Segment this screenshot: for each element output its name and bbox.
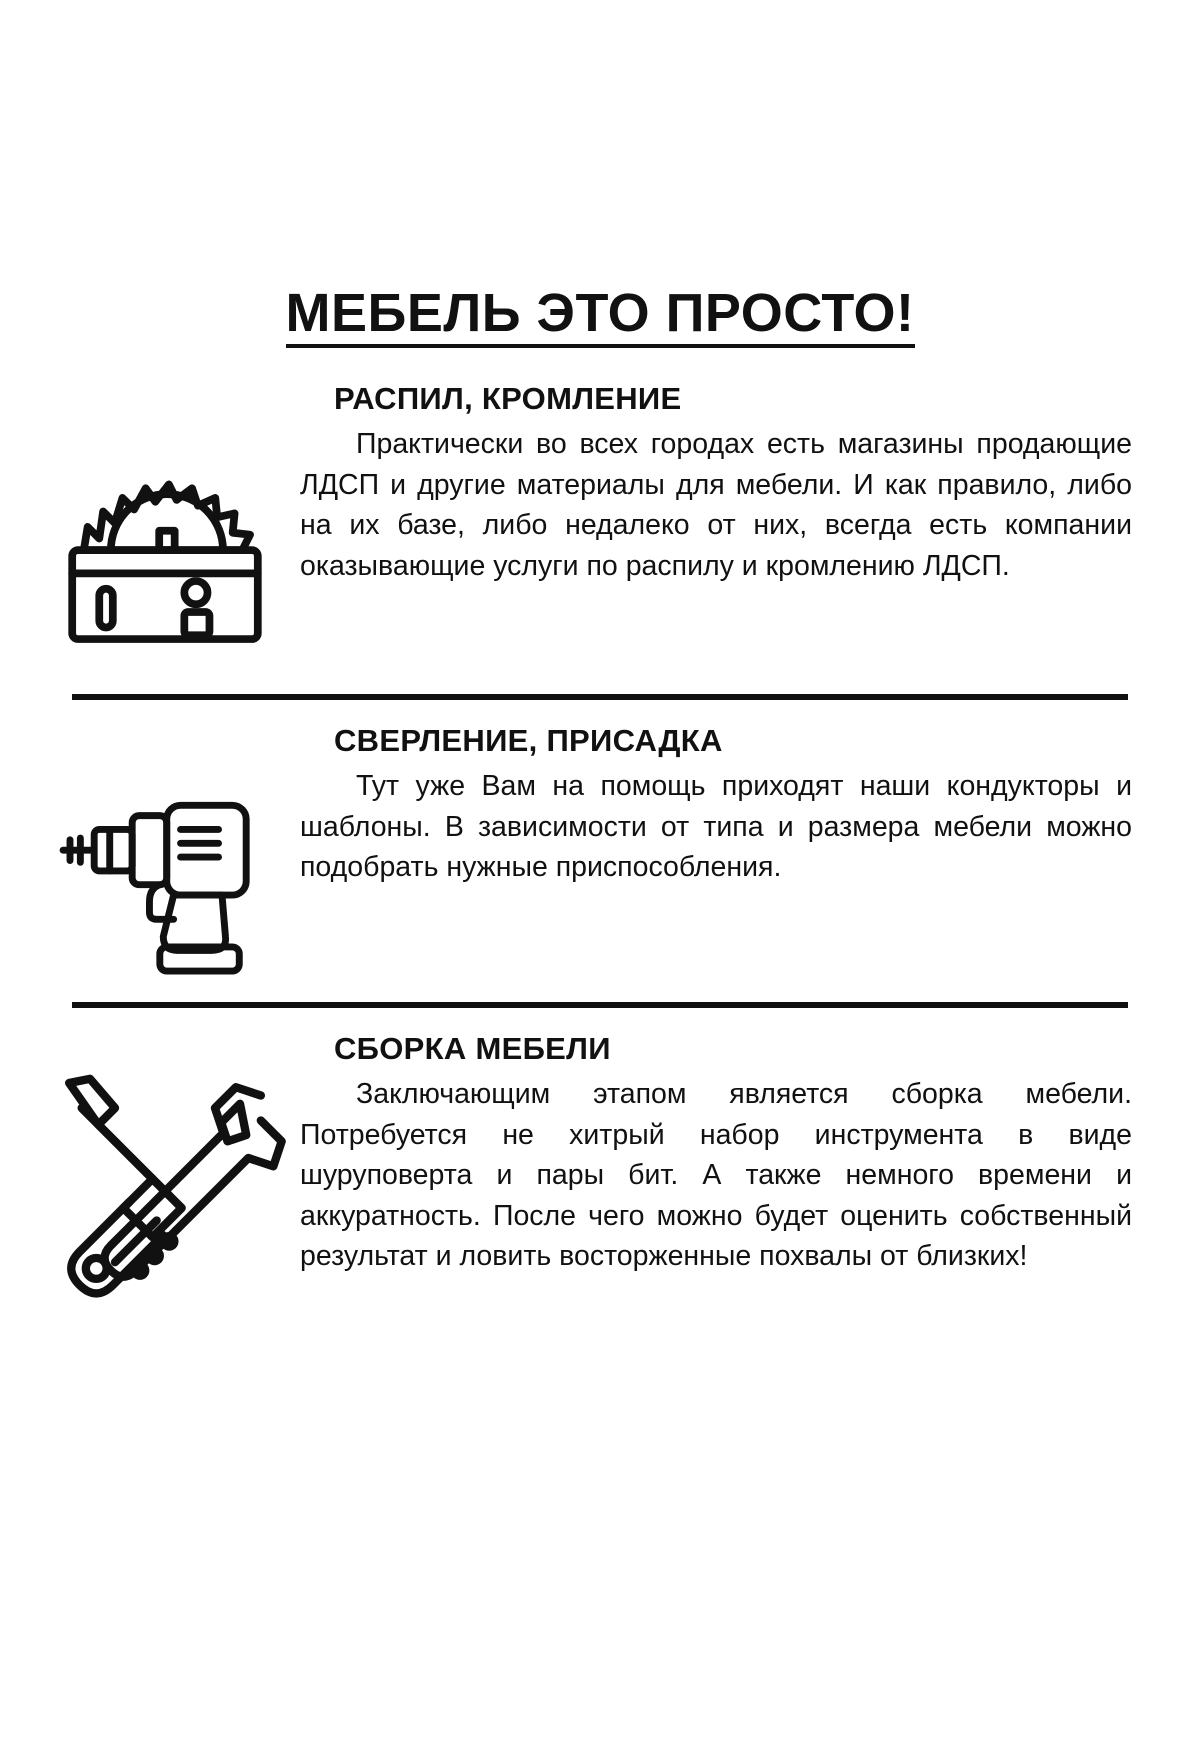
power-drill-icon bbox=[30, 724, 300, 978]
section-sverlenie-body bbox=[300, 724, 1170, 888]
section-raspil-heading: РАСПИЛ, КРОМЛЕНИЕ bbox=[334, 381, 682, 416]
section-divider-2 bbox=[72, 1002, 1128, 1008]
section-sborka-heading: СБОРКА МЕБЕЛИ bbox=[334, 1031, 611, 1066]
circular-saw-icon bbox=[30, 382, 300, 670]
section-sverlenie-heading: СВЕРЛЕНИЕ, ПРИСАДКА bbox=[334, 723, 723, 758]
sections-container bbox=[0, 382, 1200, 1308]
section-sborka-body bbox=[300, 1032, 1170, 1276]
section-raspil bbox=[30, 382, 1170, 670]
section-sborka bbox=[30, 1032, 1170, 1308]
section-raspil-body bbox=[300, 382, 1170, 586]
section-divider-1 bbox=[72, 694, 1128, 700]
section-raspil-text: Практически во всех городах есть магазины продающие ЛДСП и другие материалы для мебели. И как правило, либо на их базе, либо недалеко от них, всегда есть компании оказывающие услуги по распилу и кромлению ЛДСП. bbox=[300, 428, 1132, 582]
page-title bbox=[0, 0, 1200, 348]
section-sverlenie-text: Тут уже Вам на помощь приходят наши кондукторы и шаблоны. В зависимости от типа и размера мебели можно подобрать нужные приспособления. bbox=[300, 770, 1132, 884]
section-sverlenie bbox=[30, 724, 1170, 978]
page-title-text: МЕБЕЛЬ ЭТО ПРОСТО! bbox=[286, 286, 915, 348]
screwdriver-wrench-icon bbox=[30, 1032, 300, 1308]
section-sborka-text: Заключающим этапом является сборка мебели. Потребуется не хитрый набор инструмента в виде шуруповерта и пары бит. А также немного времени и аккуратность. После чего можно будет оценить собственный результат и ловить восторженные похвалы от близких! bbox=[300, 1078, 1132, 1272]
